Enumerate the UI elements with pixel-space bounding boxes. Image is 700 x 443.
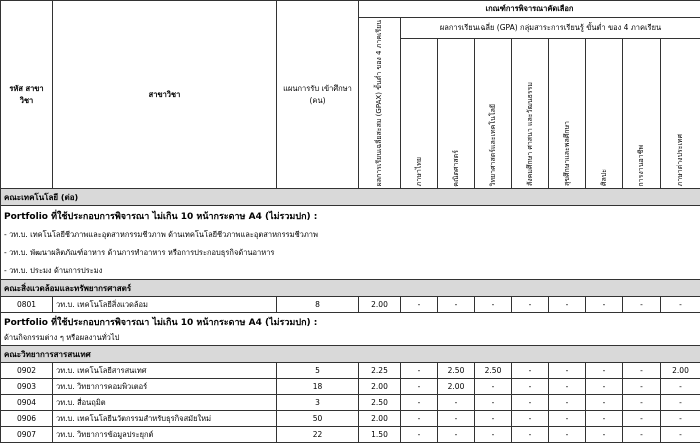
row-plan: 22 (277, 427, 359, 443)
portfolio-note: - วท.บ. พัฒนาผลิตภัณฑ์อาหาร ด้านการทำอาหาร หรือการประกอบธุรกิจด้านอาหาร (1, 244, 700, 262)
row-subject-min: - (512, 427, 549, 443)
row-subject-min: 2.00 (661, 363, 700, 379)
header-subject: คณิตศาสตร์ (438, 39, 475, 189)
portfolio-heading: Portfolio ที่ใช้ประกอบการพิจารณา ไม่เกิน 10 หน้ากระดาษ A4 (ไม่รวมปก) : (1, 313, 700, 330)
row-subject-min: - (661, 411, 700, 427)
row-code: 0801 (1, 297, 53, 313)
table-row (1, 427, 700, 443)
row-code: 0907 (1, 427, 53, 443)
row-major: วท.บ. สื่อนฤมิต (53, 395, 277, 411)
row-subject-min: - (586, 395, 623, 411)
row-gpax: 2.50 (359, 395, 401, 411)
row-subject-min: - (512, 363, 549, 379)
row-gpax: 2.25 (359, 363, 401, 379)
row-subject-min: 2.00 (438, 379, 475, 395)
section-title: คณะวิทยาการสารสนเทศ (1, 346, 700, 363)
header-subject: ศิลปะ (586, 39, 623, 189)
header-subject: ภาษาไทย (401, 39, 438, 189)
row-subject-min: - (512, 379, 549, 395)
row-subject-min: - (549, 363, 586, 379)
row-plan: 8 (277, 297, 359, 313)
row-plan: 3 (277, 395, 359, 411)
row-code: 0903 (1, 379, 53, 395)
row-subject-min: - (586, 363, 623, 379)
row-plan: 18 (277, 379, 359, 395)
header-subject: สุขศึกษาและพลศึกษา (549, 39, 586, 189)
row-subject-min: - (586, 427, 623, 443)
row-subject-min: - (401, 297, 438, 313)
row-subject-min: - (512, 297, 549, 313)
row-subject-min: - (475, 427, 512, 443)
row-major: วท.บ. เทคโนโลยีสิ่งแวดล้อม (53, 297, 277, 313)
row-subject-min: - (512, 411, 549, 427)
row-subject-min: - (438, 411, 475, 427)
header-gpa-group: ผลการเรียนเฉลี่ย (GPA) กลุ่มสาระการเรียนรู้ ขั้นต่ำ ของ 4 ภาคเรียน (401, 18, 700, 39)
table-row (1, 411, 700, 427)
row-subject-min: - (549, 395, 586, 411)
row-gpax: 2.00 (359, 411, 401, 427)
row-subject-min: - (438, 395, 475, 411)
row-gpax: 2.00 (359, 297, 401, 313)
portfolio-heading: Portfolio ที่ใช้ประกอบการพิจารณา ไม่เกิน 10 หน้ากระดาษ A4 (ไม่รวมปก) : (1, 206, 700, 226)
row-subject-min: 2.50 (438, 363, 475, 379)
row-subject-min: - (549, 427, 586, 443)
row-subject-min: - (586, 379, 623, 395)
row-subject-min: - (549, 411, 586, 427)
row-subject-min: - (401, 427, 438, 443)
row-gpax: 1.50 (359, 427, 401, 443)
header-major: สาขาวิชา (53, 1, 277, 189)
header-plan: แผนการรับ เข้าศึกษา (คน) (277, 1, 359, 189)
row-subject-min: - (401, 395, 438, 411)
portfolio-note: ด้านกิจกรรมต่าง ๆ หรือผลงานทั่วไป (1, 330, 700, 346)
header-subject: ภาษาต่างประเทศ (661, 39, 700, 189)
row-subject-min: - (475, 411, 512, 427)
row-subject-min: - (438, 427, 475, 443)
row-subject-min: - (623, 297, 661, 313)
section-title: คณะสิ่งแวดล้อมและทรัพยากรศาสตร์ (1, 280, 700, 297)
row-subject-min: - (661, 395, 700, 411)
row-subject-min: - (401, 363, 438, 379)
row-subject-min: - (586, 297, 623, 313)
row-subject-min: - (661, 297, 700, 313)
row-major: วท.บ. เทคโนโลยีสารสนเทศ (53, 363, 277, 379)
row-subject-min: - (475, 297, 512, 313)
row-subject-min: 2.50 (475, 363, 512, 379)
portfolio-note: - วท.บ. ประมง ด้านการประมง (1, 262, 700, 280)
row-subject-min: - (475, 379, 512, 395)
row-subject-min: - (623, 395, 661, 411)
row-subject-min: - (623, 411, 661, 427)
row-subject-min: - (401, 379, 438, 395)
row-major: วท.บ. วิทยาการข้อมูลประยุกต์ (53, 427, 277, 443)
row-major: วท.บ. วิทยาการคอมพิวเตอร์ (53, 379, 277, 395)
row-code: 0906 (1, 411, 53, 427)
row-subject-min: - (512, 395, 549, 411)
header-subject: การงานอาชีพ (623, 39, 661, 189)
row-subject-min: - (586, 411, 623, 427)
portfolio-note: - วท.บ. เทคโนโลยีชีวภาพและอุตสาหกรรมชีวภาพ ด้านเทคโนโลยีชีวภาพและอุตสาหกรรมชีวภาพ (1, 226, 700, 244)
row-subject-min: - (623, 363, 661, 379)
header-code: รหัส สาขาวิชา (1, 1, 53, 189)
row-gpax: 2.00 (359, 379, 401, 395)
row-subject-min: - (623, 427, 661, 443)
table-row (1, 379, 700, 395)
header-gpax: ผลการเรียนเฉลี่ยสะสม (GPAX) ขั้นต่ำ ของ 4 ภาคเรียน (359, 18, 401, 189)
section-title: คณะเทคโนโลยี (ต่อ) (1, 189, 700, 206)
row-code: 0904 (1, 395, 53, 411)
row-subject-min: - (661, 427, 700, 443)
row-plan: 50 (277, 411, 359, 427)
table-row (1, 297, 700, 313)
row-subject-min: - (438, 297, 475, 313)
table-row (1, 395, 700, 411)
row-plan: 5 (277, 363, 359, 379)
header-subject: วิทยาศาสตร์และเทคโนโลยี (475, 39, 512, 189)
row-subject-min: - (549, 379, 586, 395)
row-subject-min: - (401, 411, 438, 427)
row-major: วท.บ. เทคโนโลยีนวัตกรรมสำหรับธุรกิจสมัยใหม่ (53, 411, 277, 427)
row-subject-min: - (661, 379, 700, 395)
row-code: 0902 (1, 363, 53, 379)
header-subject: สังคมศึกษา ศาสนา และวัฒนธรรม (512, 39, 549, 189)
row-subject-min: - (623, 379, 661, 395)
header-criteria: เกณฑ์การพิจารณาคัดเลือก (359, 1, 700, 18)
row-subject-min: - (475, 395, 512, 411)
table-row (1, 363, 700, 379)
row-subject-min: - (549, 297, 586, 313)
